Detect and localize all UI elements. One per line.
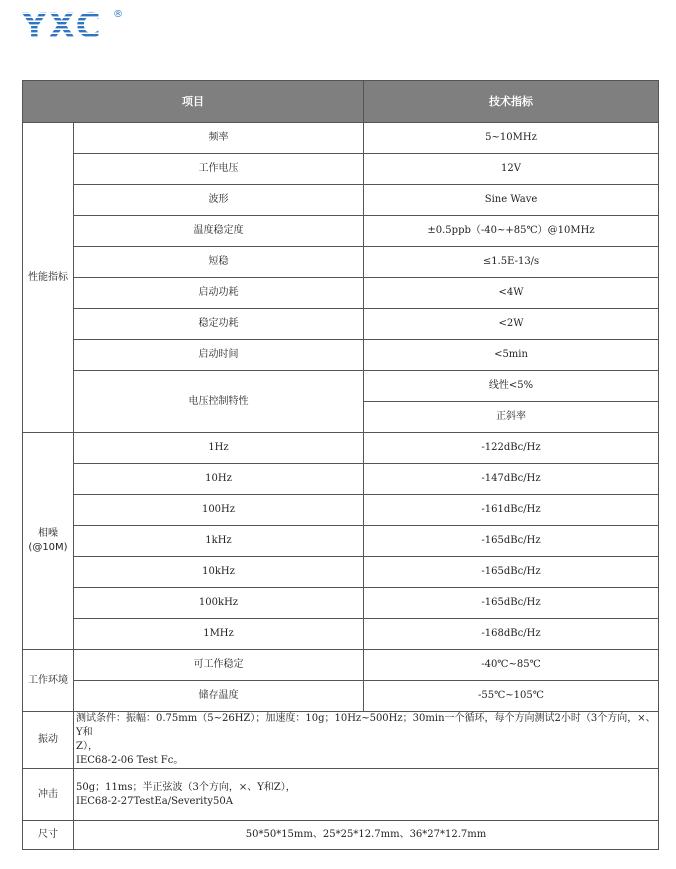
table-row [23,557,659,588]
vibration-line-3: IEC68-2-06 Test Fc。 [76,755,184,766]
row-value: ≤1.5E-13/s [364,247,659,278]
size-label: 尺寸 [23,821,74,850]
spec-table [22,80,659,850]
row-value: -40℃~85℃ [364,650,659,681]
row-value: <4W [364,278,659,309]
header-row [23,81,659,123]
size-value: 50*50*15mm、25*25*12.7mm、36*27*12.7mm [74,821,659,850]
group-performance: 性能指标 [23,123,74,433]
row-value: 线性<5% [364,371,659,402]
shock-line-1: 50g；11ms；半正弦波（3个方向，×、Y和Z）， [76,781,296,793]
row-label: 工作电压 [74,154,364,185]
row-value: ±0.5ppb（-40~+85℃）@10MHz [364,216,659,247]
vibration-label: 振动 [23,712,74,769]
shock-row [23,769,659,821]
row-value: Sine Wave [364,185,659,216]
row-label: 波形 [74,185,364,216]
row-label: 10kHz [74,557,364,588]
table-row [23,681,659,712]
table-row [23,278,659,309]
row-label: 温度稳定度 [74,216,364,247]
table-row [23,340,659,371]
row-value: -161dBc/Hz [364,495,659,526]
row-label: 稳定功耗 [74,309,364,340]
row-label: 1Hz [74,433,364,464]
table-row [23,433,659,464]
table-row [23,526,659,557]
group-phase-noise-title: 相噪 [38,528,58,539]
row-label: 100Hz [74,495,364,526]
table-row [23,650,659,681]
row-label: 启动时间 [74,340,364,371]
row-label: 启动功耗 [74,278,364,309]
header-item: 项目 [23,81,364,123]
group-phase-noise [23,433,74,650]
vibration-line-1: 测试条件：振幅：0.75mm（5~26HZ）；加速度：10g；10Hz~500Hz；30min一个循环，每个方向测试2小时（3个方向，×、Y和 [76,713,656,738]
row-value: 5~10MHz [364,123,659,154]
logo-text: YXC [22,6,103,42]
row-value: -168dBc/Hz [364,619,659,650]
row-label: 可工作稳定 [74,650,364,681]
table-row [23,371,659,402]
row-value: -55℃~105℃ [364,681,659,712]
table-row [23,464,659,495]
yxc-logo-mark [22,6,132,42]
size-row [23,821,659,850]
registered-mark: ® [113,9,123,20]
row-value: <2W [364,309,659,340]
row-label: 1kHz [74,526,364,557]
row-label: 频率 [74,123,364,154]
table-row [23,154,659,185]
row-label: 10Hz [74,464,364,495]
group-phase-noise-subtitle: (@10M) [28,542,68,553]
table-row [23,216,659,247]
vibration-line-2: Z）， [76,741,98,752]
group-environment: 工作环境 [23,650,74,712]
voltage-control-label: 电压控制特性 [74,371,364,433]
table-row [23,619,659,650]
shock-conditions [74,769,659,821]
table-row [23,185,659,216]
row-label: 储存温度 [74,681,364,712]
row-value: 12V [364,154,659,185]
row-label: 1MHz [74,619,364,650]
row-value: -122dBc/Hz [364,433,659,464]
row-value: -165dBc/Hz [364,526,659,557]
vibration-conditions [74,712,659,769]
table-row [23,247,659,278]
row-value: -165dBc/Hz [364,588,659,619]
row-label: 短稳 [74,247,364,278]
row-value: -147dBc/Hz [364,464,659,495]
table-row [23,588,659,619]
shock-line-2: IEC68-2-27TestEa/Severity50A [76,795,233,807]
row-value: 正斜率 [364,402,659,433]
table-row [23,309,659,340]
table-row [23,123,659,154]
vibration-row [23,712,659,769]
company-logo [22,6,132,42]
shock-label: 冲击 [23,769,74,821]
row-label: 100kHz [74,588,364,619]
table-row [23,495,659,526]
header-spec: 技术指标 [364,81,659,123]
row-value: -165dBc/Hz [364,557,659,588]
row-value: <5min [364,340,659,371]
